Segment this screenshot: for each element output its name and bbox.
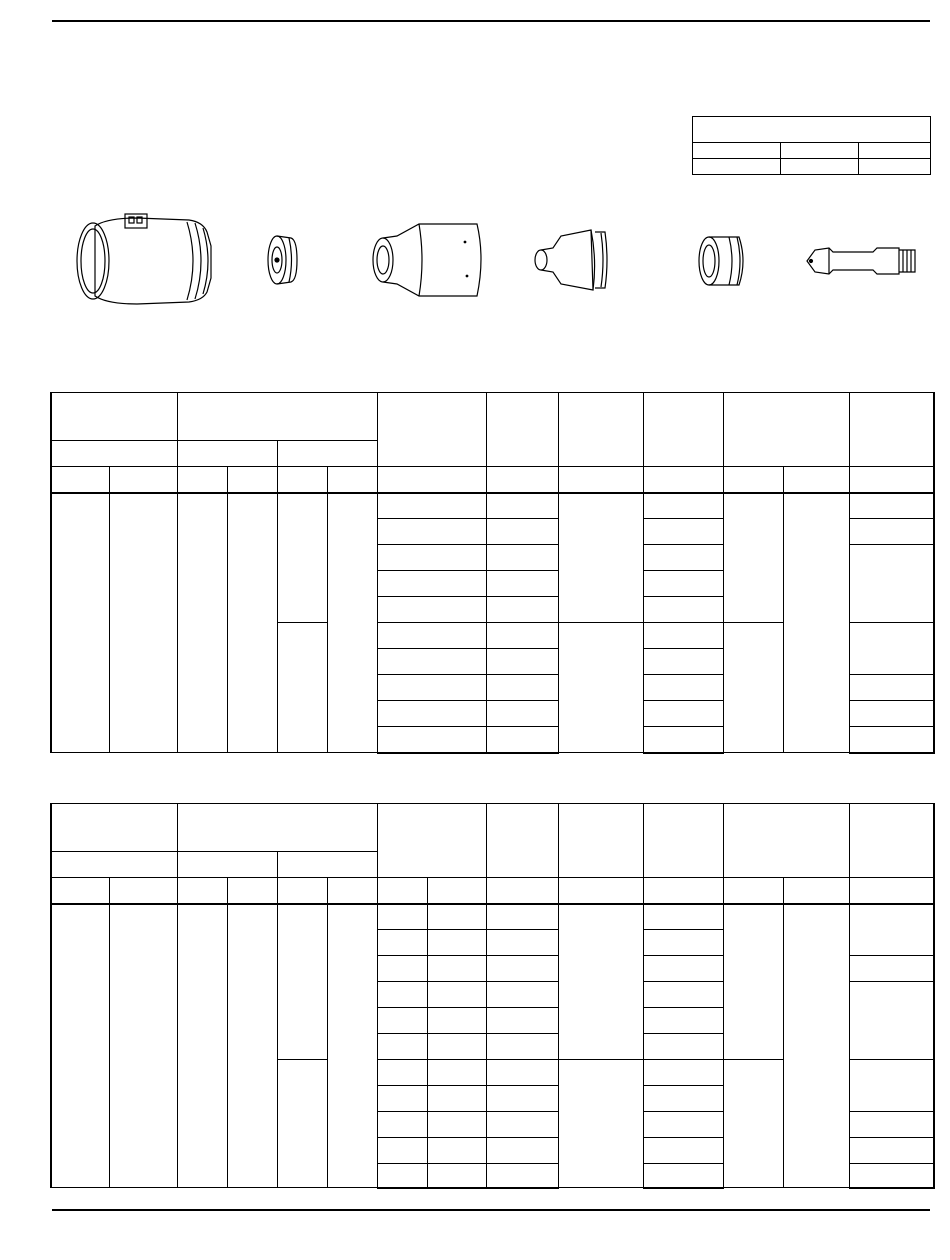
table-cell (377, 597, 486, 623)
parts-table-2 (50, 803, 935, 1189)
header-cell (783, 878, 849, 904)
header-cell (377, 878, 427, 904)
header-cell (558, 393, 643, 467)
table-cell (643, 649, 723, 675)
nozzle-icon (531, 224, 631, 294)
table-cell (643, 1034, 723, 1060)
table-cell (377, 956, 427, 982)
table-cell (277, 623, 327, 753)
header-cell (723, 804, 849, 878)
table-cell (427, 904, 486, 930)
table-cell (486, 519, 558, 545)
reference-cell (693, 159, 781, 175)
table-cell (109, 904, 177, 1188)
table-cell (377, 519, 486, 545)
table-cell (643, 675, 723, 701)
table-cell (849, 675, 934, 701)
header-cell (227, 467, 277, 493)
table-cell (783, 904, 849, 1188)
table-cell (849, 1060, 934, 1112)
table-cell (643, 904, 723, 930)
header-cell (227, 878, 277, 904)
table-cell (377, 1086, 427, 1112)
table-cell (486, 956, 558, 982)
table-cell (849, 701, 934, 727)
table-cell (643, 1138, 723, 1164)
table-cell (377, 982, 427, 1008)
table-cell (486, 1060, 558, 1086)
table-cell (643, 1112, 723, 1138)
header-cell (723, 393, 849, 467)
header-cell (51, 441, 177, 467)
table-cell (109, 493, 177, 753)
header-cell (51, 852, 177, 878)
table-cell (486, 982, 558, 1008)
header-cell (51, 467, 109, 493)
table-cell (558, 904, 643, 1060)
header-cell (486, 467, 558, 493)
table-cell (783, 493, 849, 753)
reference-cell (859, 143, 931, 159)
table-cell (427, 1164, 486, 1188)
header-cell (327, 467, 377, 493)
table-cell (377, 727, 486, 753)
top-rule (52, 20, 930, 22)
header-cell (643, 804, 723, 878)
table-cell (849, 493, 934, 519)
table-cell (377, 904, 427, 930)
swirl-ring-icon (691, 232, 761, 290)
header-cell (427, 878, 486, 904)
table-cell (377, 1060, 427, 1086)
header-cell (177, 804, 377, 852)
table-cell (377, 1008, 427, 1034)
table-cell (558, 623, 643, 753)
header-cell (723, 878, 783, 904)
table-cell (51, 904, 109, 1188)
header-cell (849, 804, 934, 878)
table-cell (723, 493, 783, 623)
table-cell (849, 727, 934, 753)
table-cell (486, 1034, 558, 1060)
reference-cell (859, 159, 931, 175)
table-cell (177, 904, 227, 1188)
header-cell (377, 467, 486, 493)
table-cell (377, 493, 486, 519)
table-cell (643, 1086, 723, 1112)
header-cell (486, 878, 558, 904)
shield-deflector-icon (263, 230, 303, 290)
table-cell (643, 1008, 723, 1034)
consumables-illustration (55, 200, 925, 320)
table-cell (486, 597, 558, 623)
header-cell (849, 878, 934, 904)
header-cell (849, 467, 934, 493)
table-cell (643, 623, 723, 649)
table-cell (643, 493, 723, 519)
table-cell (277, 1060, 327, 1188)
table-cell (51, 493, 109, 753)
table-cell (427, 956, 486, 982)
header-cell (643, 467, 723, 493)
table-cell (486, 1112, 558, 1138)
table-cell (427, 1086, 486, 1112)
header-cell (177, 441, 277, 467)
header-cell (558, 878, 643, 904)
table-cell (177, 493, 227, 753)
header-cell (377, 804, 486, 878)
header-cell (486, 804, 558, 878)
header-cell (277, 852, 377, 878)
table-cell (486, 571, 558, 597)
header-cell (277, 441, 377, 467)
table-cell (427, 930, 486, 956)
table-cell (486, 930, 558, 956)
electrode-icon (803, 236, 919, 286)
header-cell (177, 393, 377, 441)
table-cell (723, 623, 783, 753)
table-cell (486, 649, 558, 675)
header-cell (643, 878, 723, 904)
table-cell (558, 1060, 643, 1188)
header-cell (849, 393, 934, 467)
table-cell (486, 545, 558, 571)
table-cell (486, 1008, 558, 1034)
header-cell (51, 878, 109, 904)
table-cell (327, 493, 377, 753)
table-cell (377, 545, 486, 571)
header-cell (486, 393, 558, 467)
table-cell (427, 1112, 486, 1138)
table-cell (723, 904, 783, 1060)
table-cell (377, 675, 486, 701)
header-cell (277, 467, 327, 493)
reference-cell (781, 143, 859, 159)
header-cell (51, 393, 177, 441)
table-cell (377, 930, 427, 956)
table-cell (643, 545, 723, 571)
table-cell (849, 1138, 934, 1164)
table-cell (723, 1060, 783, 1188)
table-cell (427, 1138, 486, 1164)
reference-cell (693, 143, 781, 159)
header-cell (177, 467, 227, 493)
table-cell (643, 727, 723, 753)
table-cell (849, 623, 934, 675)
table-cell (849, 1112, 934, 1138)
table-cell (643, 1164, 723, 1188)
header-cell (643, 393, 723, 467)
shield-icon (67, 208, 217, 312)
table-cell (849, 956, 934, 982)
parts-table-1 (50, 392, 935, 754)
table-cell (427, 1034, 486, 1060)
table-cell (486, 1138, 558, 1164)
table-cell (377, 1138, 427, 1164)
table-cell (643, 1060, 723, 1086)
table-cell (486, 623, 558, 649)
table-cell (486, 701, 558, 727)
table-cell (849, 1164, 934, 1188)
table-cell (486, 727, 558, 753)
table-cell (486, 493, 558, 519)
table-cell (643, 597, 723, 623)
header-cell (723, 467, 783, 493)
table-cell (327, 904, 377, 1188)
table-cell (849, 904, 934, 956)
header-cell (277, 878, 327, 904)
table-cell (643, 930, 723, 956)
table-cell (486, 904, 558, 930)
table-cell (377, 571, 486, 597)
table-cell (377, 649, 486, 675)
header-cell (558, 804, 643, 878)
table-cell (377, 701, 486, 727)
header-cell (109, 878, 177, 904)
table-cell (486, 1164, 558, 1188)
table-cell (277, 493, 327, 623)
header-cell (327, 878, 377, 904)
table-cell (849, 545, 934, 623)
table-cell (377, 1034, 427, 1060)
table-cell (558, 493, 643, 623)
table-cell (427, 1060, 486, 1086)
header-cell (177, 852, 277, 878)
table-cell (643, 701, 723, 727)
header-cell (177, 878, 227, 904)
header-cell (377, 393, 486, 467)
table-cell (427, 982, 486, 1008)
table-cell (377, 1164, 427, 1188)
reference-table (692, 116, 931, 175)
reference-table-title (693, 117, 931, 143)
table-cell (643, 571, 723, 597)
table-cell (227, 904, 277, 1188)
table-cell (643, 982, 723, 1008)
table-cell (643, 519, 723, 545)
table-cell (849, 519, 934, 545)
table-cell (486, 675, 558, 701)
table-cell (377, 623, 486, 649)
table-cell (377, 1112, 427, 1138)
retaining-cap-icon (367, 218, 487, 300)
table-cell (277, 904, 327, 1060)
header-cell (558, 467, 643, 493)
reference-cell (781, 159, 859, 175)
table-cell (643, 956, 723, 982)
header-cell (109, 467, 177, 493)
table-cell (849, 982, 934, 1060)
header-cell (783, 467, 849, 493)
bottom-rule (52, 1209, 930, 1211)
table-cell (486, 1086, 558, 1112)
header-cell (51, 804, 177, 852)
table-cell (227, 493, 277, 753)
table-cell (427, 1008, 486, 1034)
